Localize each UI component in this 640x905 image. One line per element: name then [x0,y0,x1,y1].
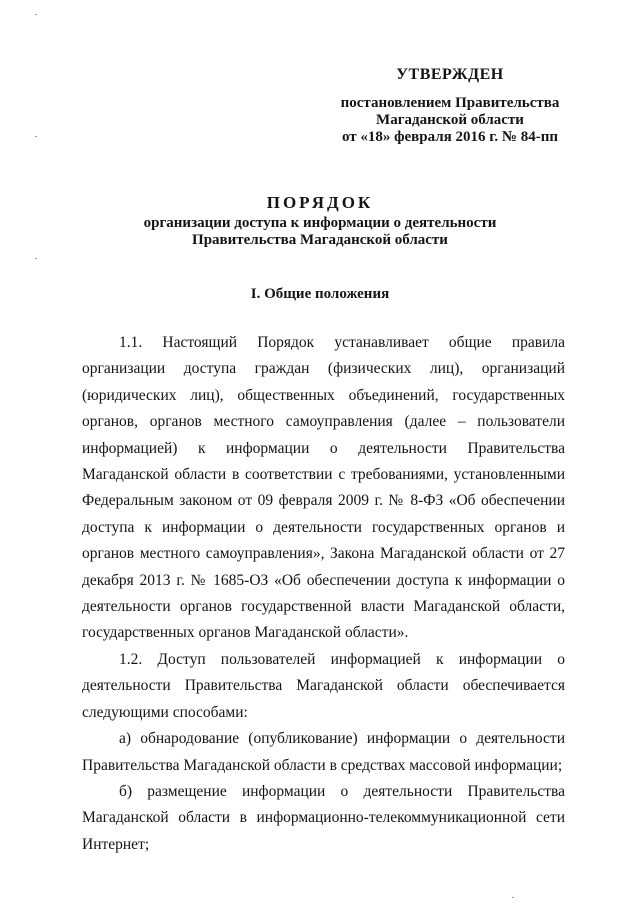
approval-line-2: Магаданской области [376,112,524,128]
body-text [82,330,565,858]
paragraph-1-1: 1.1. Настоящий Порядок устанавливает общие правила организации доступа граждан (физических лиц), организаций (юридических лиц), общественных объединений, государственных органов, органов местного самоуправления (далее – пользователи информацией) к информации о деятельности Правительства Магаданской области в соответствии с требованиями, установленными Федеральным законом от 09 февраля 2009 г. № 8-ФЗ «Об обеспечении доступа к информации о деятельности государственных органов и органов местного самоуправления», Закона Магаданской области от 27 декабря 2013 г. № 1685-ОЗ «Об обеспечении доступа к информации о деятельности органов государственной власти Магаданской области, государственных органов Магаданской области». [82,334,565,642]
scan-speck [512,897,514,898]
document-title [60,193,580,249]
title-line-2: Правительства Магаданской области [192,232,448,248]
approval-block [300,66,600,146]
title-word: ПОРЯДОК [266,193,374,212]
paragraph-item-a: а) обнародование (опубликование) информации о деятельности Правительства Магаданской области в средствах массовой информации; [82,730,565,774]
scan-speck [35,14,37,15]
scan-speck [35,258,37,259]
title-line-1: организации доступа к информации о деятельности [143,215,497,231]
paragraph-item-b: б) размещение информации о деятельности Правительства Магаданской области в информационно-телекоммуникационной сети Интернет; [82,782,565,853]
approval-line-1: постановлением Правительства [340,95,560,111]
paragraph-1-2: 1.2. Доступ пользователей информацией к информации о деятельности Правительства Магаданской области обеспечивается следующими способами: [82,650,565,721]
approval-heading: УТВЕРЖДЕН [396,66,504,83]
section-heading: I. Общие положения [250,286,390,302]
approval-line-3: от «18» февраля 2016 г. № 84-пп [341,129,559,145]
scan-speck [35,136,37,137]
